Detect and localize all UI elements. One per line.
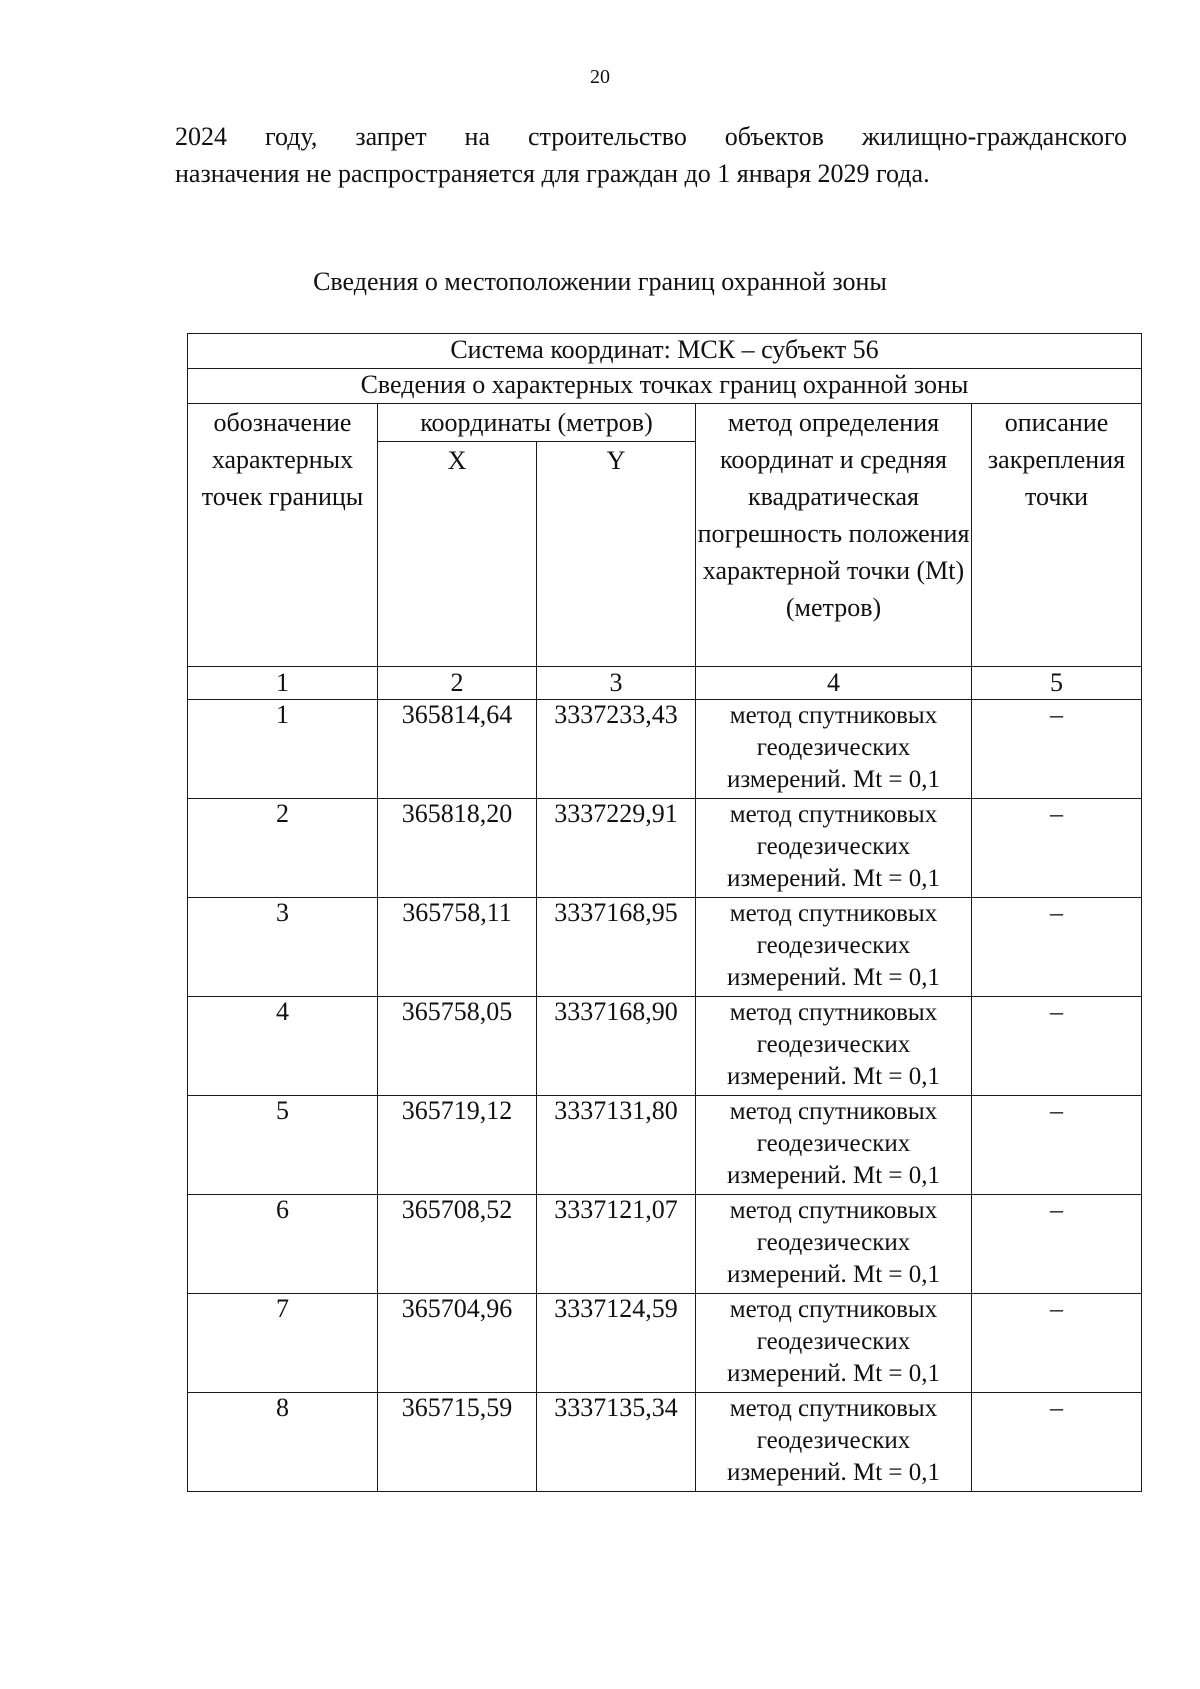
header-row — [188, 404, 1142, 442]
point-cell: 6 — [188, 1195, 378, 1294]
header-coordinates: координаты (метров) — [378, 404, 696, 442]
point-cell: 7 — [188, 1294, 378, 1393]
description-cell: – — [972, 1096, 1142, 1195]
column-number: 3 — [537, 667, 696, 700]
method-cell: метод спутниковых геодезических измерений. Mt = 0,1 — [696, 898, 972, 997]
boundary-points-table — [187, 333, 1142, 1492]
header-y: Y — [537, 442, 696, 667]
y-coordinate-cell: 3337233,43 — [537, 700, 696, 799]
description-cell: – — [972, 1393, 1142, 1492]
method-cell: метод спутниковых геодезических измерений. Mt = 0,1 — [696, 1294, 972, 1393]
table-row — [188, 1393, 1142, 1492]
table-row — [188, 1096, 1142, 1195]
column-number: 4 — [696, 667, 972, 700]
header-designation: обозначение характерных точек границы — [188, 404, 378, 667]
intro-line-2: назначения не распространяется для граждан до 1 января 2029 года. — [175, 159, 930, 188]
column-number: 1 — [188, 667, 378, 700]
x-coordinate-cell: 365704,96 — [378, 1294, 537, 1393]
intro-line-1: 2024 году, запрет на строительство объектов жилищно-гражданского — [175, 122, 1127, 151]
y-coordinate-cell: 3337229,91 — [537, 799, 696, 898]
table-row — [188, 997, 1142, 1096]
point-cell: 5 — [188, 1096, 378, 1195]
description-cell: – — [972, 997, 1142, 1096]
section-heading: Сведения о местоположении границ охранной зоны — [313, 267, 887, 296]
method-cell: метод спутниковых геодезических измерений. Mt = 0,1 — [696, 1195, 972, 1294]
column-number-row — [188, 667, 1142, 700]
y-coordinate-cell: 3337124,59 — [537, 1294, 696, 1393]
table-row — [188, 1195, 1142, 1294]
x-coordinate-cell: 365719,12 — [378, 1096, 537, 1195]
header-method: метод определения координат и средняя квадратическая погрешность положения характерной точки (Mt) (метров) — [696, 404, 972, 667]
x-coordinate-cell: 365818,20 — [378, 799, 537, 898]
method-cell: метод спутниковых геодезических измерений. Mt = 0,1 — [696, 799, 972, 898]
table-row — [188, 1294, 1142, 1393]
x-coordinate-cell: 365758,05 — [378, 997, 537, 1096]
coordinate-system-cell: Система координат: МСК – субъект 56 — [188, 334, 1142, 369]
y-coordinate-cell: 3337168,90 — [537, 997, 696, 1096]
y-coordinate-cell: 3337121,07 — [537, 1195, 696, 1294]
description-cell: – — [972, 700, 1142, 799]
point-cell: 1 — [188, 700, 378, 799]
x-coordinate-cell: 365758,11 — [378, 898, 537, 997]
point-cell: 2 — [188, 799, 378, 898]
x-coordinate-cell: 365708,52 — [378, 1195, 537, 1294]
header-description: описание закрепления точки — [972, 404, 1142, 667]
column-number: 5 — [972, 667, 1142, 700]
method-cell: метод спутниковых геодезических измерений. Mt = 0,1 — [696, 1096, 972, 1195]
point-cell: 4 — [188, 997, 378, 1096]
x-coordinate-cell: 365715,59 — [378, 1393, 537, 1492]
column-number: 2 — [378, 667, 537, 700]
y-coordinate-cell: 3337131,80 — [537, 1096, 696, 1195]
method-cell: метод спутниковых геодезических измерений. Mt = 0,1 — [696, 700, 972, 799]
x-coordinate-cell: 365814,64 — [378, 700, 537, 799]
table-row — [188, 700, 1142, 799]
description-cell: – — [972, 799, 1142, 898]
page-number: 20 — [590, 66, 610, 88]
method-cell: метод спутниковых геодезических измерений. Mt = 0,1 — [696, 997, 972, 1096]
table-caption-row — [188, 369, 1142, 404]
point-cell: 8 — [188, 1393, 378, 1492]
y-coordinate-cell: 3337168,95 — [537, 898, 696, 997]
table-row — [188, 799, 1142, 898]
intro-paragraph — [175, 118, 1127, 192]
table-caption-cell: Сведения о характерных точках границ охранной зоны — [188, 369, 1142, 404]
coordinate-system-row — [188, 334, 1142, 369]
y-coordinate-cell: 3337135,34 — [537, 1393, 696, 1492]
table-row — [188, 898, 1142, 997]
description-cell: – — [972, 898, 1142, 997]
point-cell: 3 — [188, 898, 378, 997]
description-cell: – — [972, 1294, 1142, 1393]
method-cell: метод спутниковых геодезических измерений. Mt = 0,1 — [696, 1393, 972, 1492]
header-x: X — [378, 442, 537, 667]
description-cell: – — [972, 1195, 1142, 1294]
